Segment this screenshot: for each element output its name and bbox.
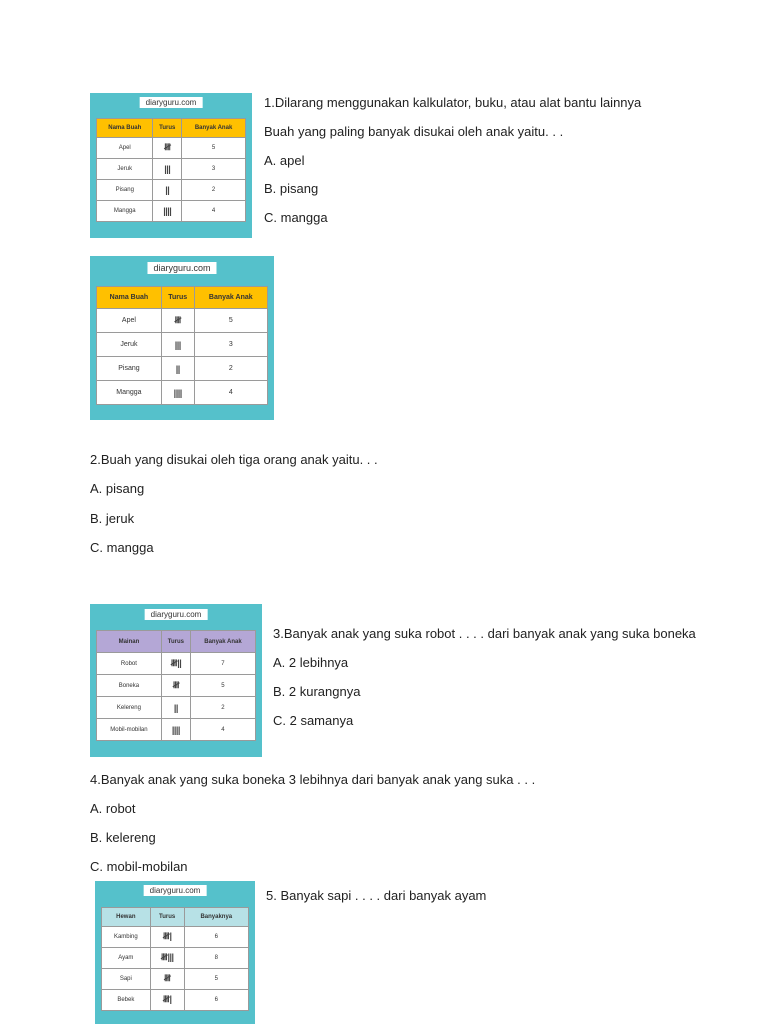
cell-count: 2 xyxy=(190,697,255,719)
q4-option-a[interactable]: A. robot xyxy=(90,801,136,816)
cell-count: 3 xyxy=(194,333,267,357)
table-row xyxy=(102,948,249,969)
cell-count: 6 xyxy=(184,990,248,1011)
table-row xyxy=(97,159,246,180)
q4-option-b[interactable]: B. kelereng xyxy=(90,830,156,845)
table-row xyxy=(97,697,256,719)
cell-tally: |||| xyxy=(153,201,182,222)
table-row xyxy=(97,180,246,201)
cell-count: 6 xyxy=(184,927,248,948)
q1-option-c[interactable]: C. mangga xyxy=(264,210,328,225)
cell-tally: 𝍸| xyxy=(150,990,184,1011)
table-row xyxy=(97,719,256,741)
cell-tally: 𝍸 xyxy=(161,309,194,333)
cell-count: 2 xyxy=(182,180,246,201)
cell-name: Boneka xyxy=(97,675,162,697)
toy-table xyxy=(96,630,256,741)
cell-tally: ||| xyxy=(161,333,194,357)
cell-name: Jeruk xyxy=(97,159,153,180)
table-image-mainan xyxy=(90,604,262,757)
cell-count: 5 xyxy=(184,969,248,990)
cell-name: Kambing xyxy=(102,927,151,948)
cell-count: 4 xyxy=(190,719,255,741)
cell-tally: 𝍸 xyxy=(150,969,184,990)
cell-count: 8 xyxy=(184,948,248,969)
cell-tally: |||| xyxy=(161,719,190,741)
q1-option-a[interactable]: A. apel xyxy=(264,153,305,168)
q3-option-a[interactable]: A. 2 lebihnya xyxy=(273,655,349,670)
table-image-buah-1 xyxy=(90,93,252,238)
table-row xyxy=(97,309,268,333)
cell-name: Jeruk xyxy=(97,333,162,357)
animal-table xyxy=(101,907,249,1011)
cell-name: Kelereng xyxy=(97,697,162,719)
table-row xyxy=(102,969,249,990)
q5-question: 5. Banyak sapi . . . . dari banyak ayam xyxy=(266,888,487,903)
site-label: diaryguru.com xyxy=(140,97,203,108)
q2-option-a[interactable]: A. pisang xyxy=(90,481,145,496)
q2-question: 2.Buah yang disukai oleh tiga orang anak yaitu. . . xyxy=(90,452,378,467)
cell-count: 5 xyxy=(190,675,255,697)
table-row xyxy=(97,381,268,405)
q2-option-c[interactable]: C. mangga xyxy=(90,540,154,555)
cell-count: 4 xyxy=(182,201,246,222)
cell-count: 5 xyxy=(194,309,267,333)
table-row xyxy=(97,138,246,159)
q3-question: 3.Banyak anak yang suka robot . . . . dari banyak anak yang suka boneka xyxy=(273,626,696,641)
cell-tally: 𝍸||| xyxy=(150,948,184,969)
cell-name: Bebek xyxy=(102,990,151,1011)
cell-name: Robot xyxy=(97,653,162,675)
q4-option-c[interactable]: C. mobil-mobilan xyxy=(90,859,188,874)
col-header: Turus xyxy=(161,287,194,309)
cell-tally: 𝍸|| xyxy=(161,653,190,675)
q1-rule: 1.Dilarang menggunakan kalkulator, buku, atau alat bantu lainnya xyxy=(264,95,642,110)
col-header: Nama Buah xyxy=(97,287,162,309)
table-row xyxy=(97,675,256,697)
site-label: diaryguru.com xyxy=(147,262,216,274)
fruit-table xyxy=(96,118,246,222)
cell-name: Mangga xyxy=(97,381,162,405)
table-row xyxy=(102,990,249,1011)
col-header: Turus xyxy=(161,631,190,653)
cell-tally: || xyxy=(161,697,190,719)
cell-count: 4 xyxy=(194,381,267,405)
cell-tally: || xyxy=(161,357,194,381)
cell-count: 2 xyxy=(194,357,267,381)
table-row xyxy=(97,653,256,675)
cell-tally: |||| xyxy=(161,381,194,405)
cell-tally: 𝍸 xyxy=(161,675,190,697)
cell-name: Mangga xyxy=(97,201,153,222)
q3-option-b[interactable]: B. 2 kurangnya xyxy=(273,684,361,699)
col-header: Turus xyxy=(150,908,184,927)
cell-tally: ||| xyxy=(153,159,182,180)
table-row xyxy=(97,357,268,381)
q1-question: Buah yang paling banyak disukai oleh anak yaitu. . . xyxy=(264,124,564,139)
fruit-table xyxy=(96,286,268,405)
col-header: Banyak Anak xyxy=(182,119,246,138)
cell-name: Apel xyxy=(97,138,153,159)
q2-option-b[interactable]: B. jeruk xyxy=(90,511,135,526)
q1-option-b[interactable]: B. pisang xyxy=(264,181,319,196)
col-header: Banyak Anak xyxy=(190,631,255,653)
col-header: Turus xyxy=(153,119,182,138)
site-label: diaryguru.com xyxy=(144,885,207,896)
cell-count: 5 xyxy=(182,138,246,159)
col-header: Banyak Anak xyxy=(194,287,267,309)
table-image-buah-2 xyxy=(90,256,274,420)
table-row xyxy=(97,201,246,222)
cell-name: Pisang xyxy=(97,357,162,381)
table-row xyxy=(102,927,249,948)
cell-tally: || xyxy=(153,180,182,201)
cell-tally: 𝍸 xyxy=(153,138,182,159)
q3-option-c[interactable]: C. 2 samanya xyxy=(273,713,354,728)
q4-question: 4.Banyak anak yang suka boneka 3 lebihnya dari banyak anak yang suka . . . xyxy=(90,772,536,787)
cell-count: 3 xyxy=(182,159,246,180)
cell-tally: 𝍸| xyxy=(150,927,184,948)
col-header: Hewan xyxy=(102,908,151,927)
cell-name: Sapi xyxy=(102,969,151,990)
table-row xyxy=(97,333,268,357)
col-header: Mainan xyxy=(97,631,162,653)
col-header: Nama Buah xyxy=(97,119,153,138)
cell-name: Ayam xyxy=(102,948,151,969)
site-label: diaryguru.com xyxy=(145,609,208,620)
cell-name: Apel xyxy=(97,309,162,333)
cell-name: Mobil-mobilan xyxy=(97,719,162,741)
cell-count: 7 xyxy=(190,653,255,675)
cell-name: Pisang xyxy=(97,180,153,201)
table-image-hewan xyxy=(95,881,255,1024)
col-header: Banyaknya xyxy=(184,908,248,927)
